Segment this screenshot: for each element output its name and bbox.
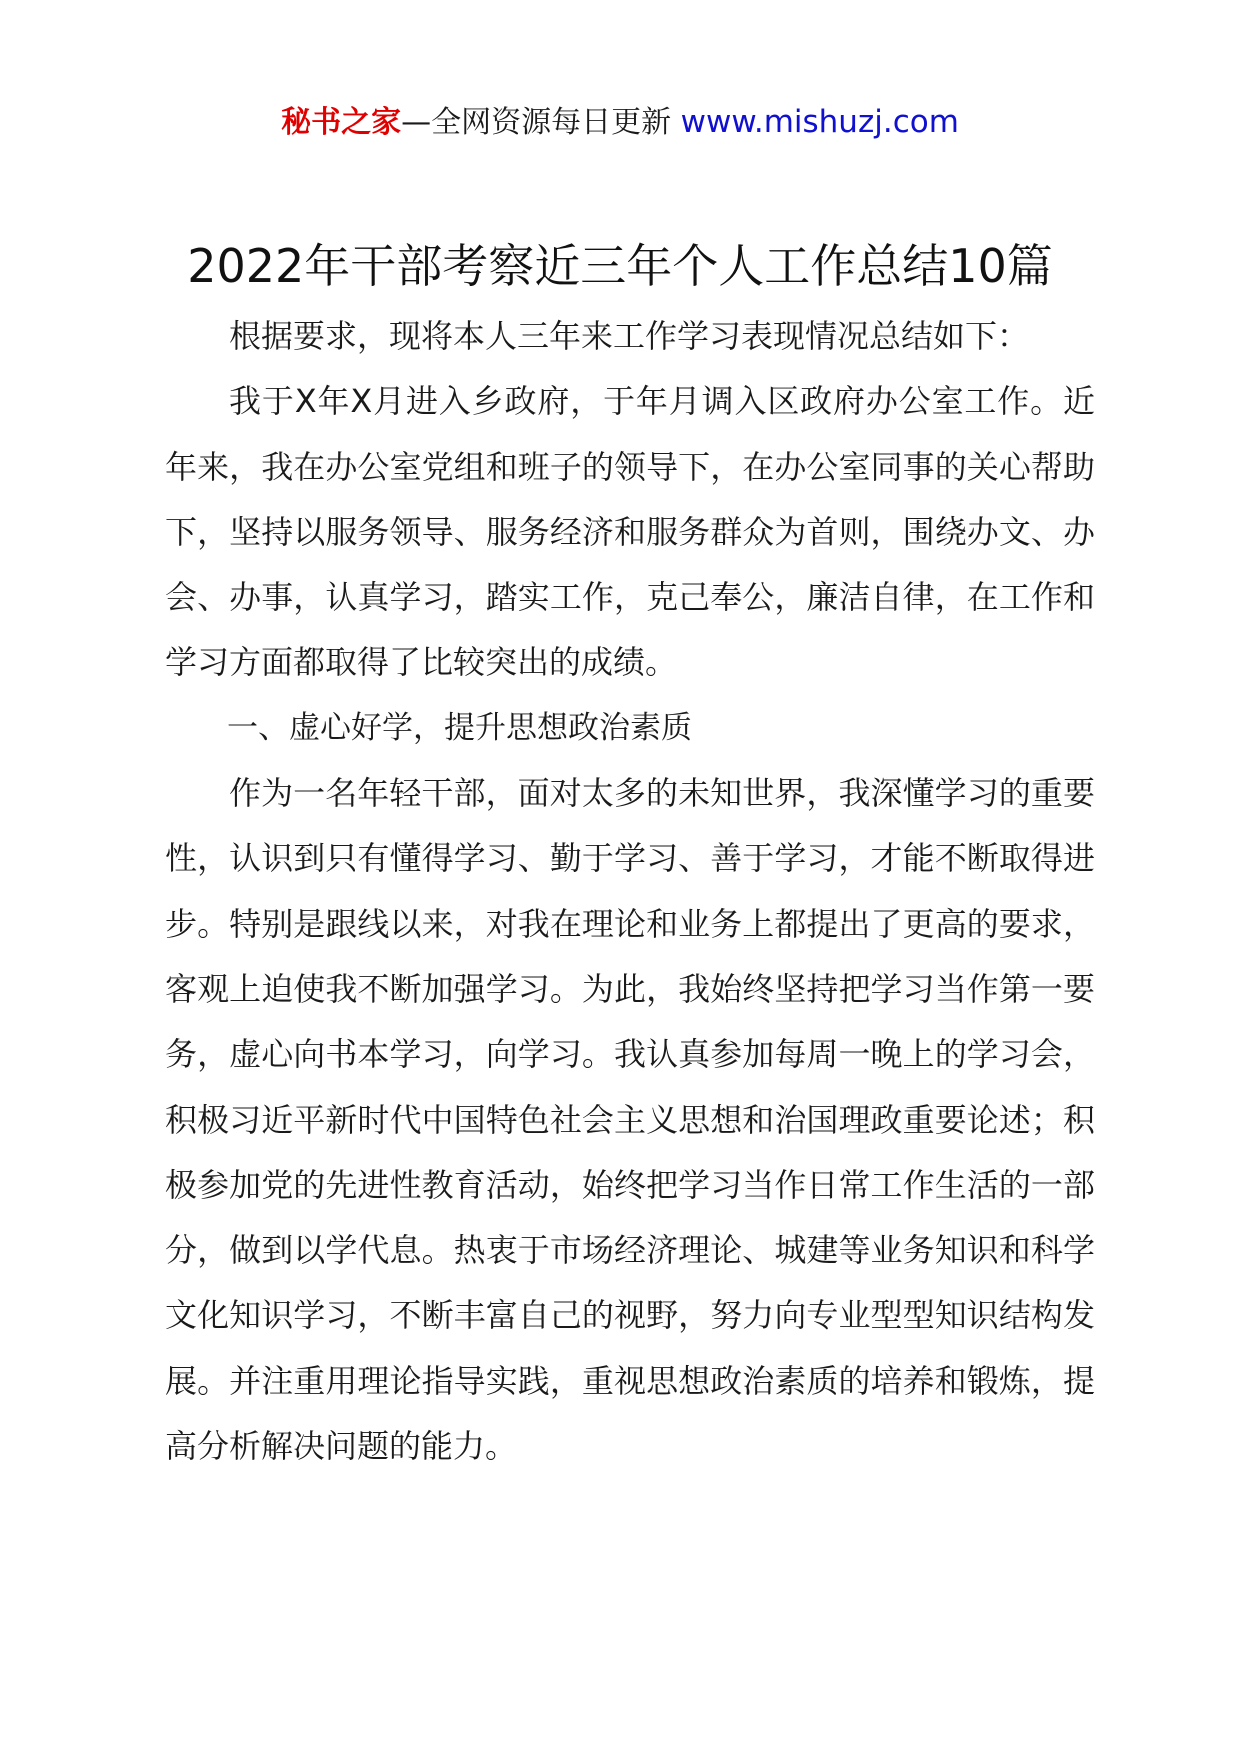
- document-body: [165, 304, 1095, 1479]
- paragraph-intro: 根据要求，现将本人三年来工作学习表现情况总结如下：: [229, 317, 1030, 355]
- site-header: [0, 100, 1240, 145]
- paragraph-study: 作为一名年轻干部，面对太多的未知世界，我深懂学习的重要性，认识到只有懂得学习、勤于学习、善于学习，才能不断取得进步。特别是跟线以来，对我在理论和业务上都提出了更高的要求，客观上迫使我不断加强学习。为此，我始终坚持把学习当作第一要务，虚心向书本学习，向学习。我认真参加每周一晚上的学习会，积极习近平新时代中国特色社会主义思想和治国理政重要论述；积极参加党的先进性教育活动，始终把学习当作日常工作生活的一部分，做到以学代息。热衷于市场经济理论、城建等业务知识和科学文化知识学习，不断丰富自己的视野，努力向专业型型知识结构发展。并注重用理论指导实践，重视思想政治素质的培养和锻炼，提高分析解决问题的能力。: [165, 774, 1095, 1466]
- document-title: 2022年干部考察近三年个人工作总结10篇: [187, 239, 1053, 293]
- header-tagline: —全网资源每日更新: [401, 105, 672, 140]
- site-url-link[interactable]: www.mishuzj.com: [680, 104, 959, 140]
- paragraph-background: 我于X年X月进入乡政府，于年月调入区政府办公室工作。近年来，我在办公室党组和班子的领导下，在办公室同事的关心帮助下，坚持以服务领导、服务经济和服务群众为首则，围绕办文、办会、办事，认真学习，踏实工作，克己奉公，廉洁自律，在工作和学习方面都取得了比较突出的成绩。: [165, 382, 1095, 682]
- brand-name: 秘书之家: [281, 105, 402, 140]
- section-heading: 一、虚心好学，提升思想政治素质: [227, 709, 692, 746]
